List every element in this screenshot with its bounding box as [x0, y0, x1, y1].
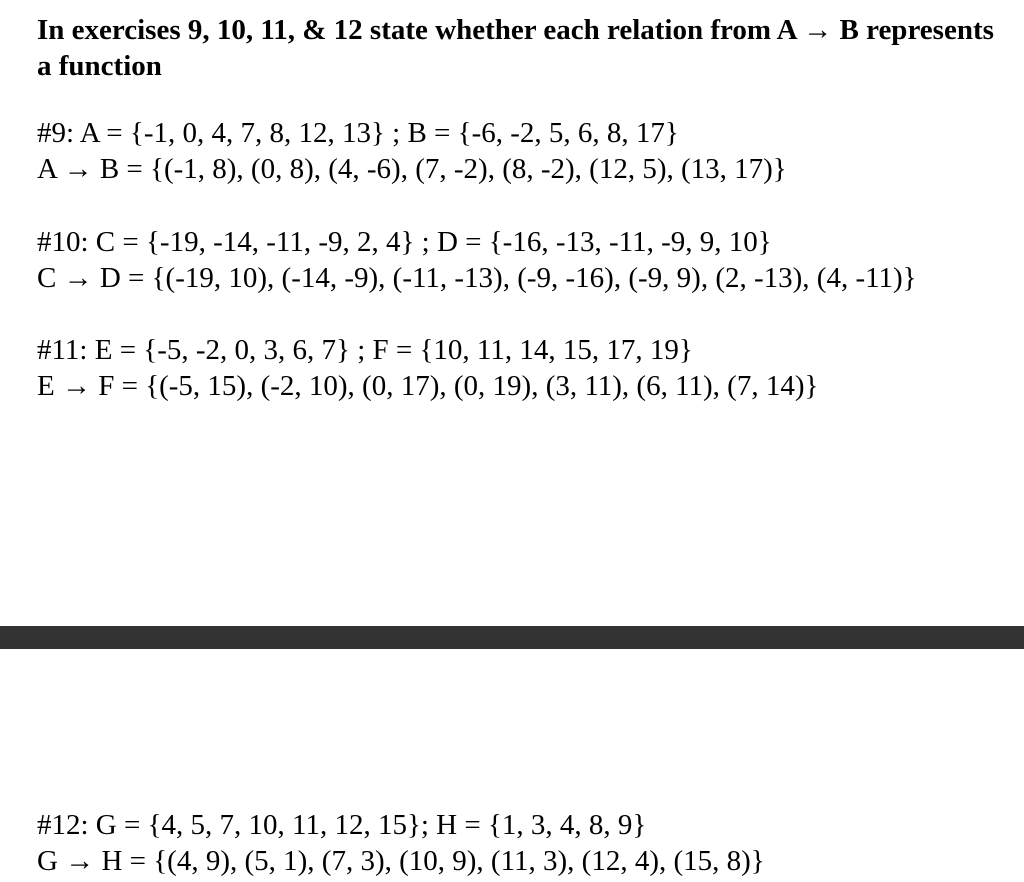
exercise-11-relation: E → F = {(-5, 15), (-2, 10), (0, 17), (0, 19), (3, 11), (6, 11), (7, 14)} [37, 370, 819, 402]
exercise-9-relation: A → B = {(-1, 8), (0, 8), (4, -6), (7, -2), (8, -2), (12, 5), (13, 17)} [37, 153, 787, 185]
exercise-12-relation: G → H = {(4, 9), (5, 1), (7, 3), (10, 9), (11, 3), (12, 4), (15, 8)} [37, 845, 765, 877]
instructions-heading: In exercises 9, 10, 11, & 12 state whether each relation from A → B represents a function [37, 14, 994, 82]
exercise-9-sets: #9: A = {-1, 0, 4, 7, 8, 12, 13} ; B = {-6, -2, 5, 6, 8, 17} [37, 117, 679, 149]
page-divider [0, 626, 1024, 649]
exercise-10-sets: #10: C = {-19, -14, -11, -9, 2, 4} ; D = {-16, -13, -11, -9, 9, 10} [37, 226, 772, 258]
exercise-10-relation: C → D = {(-19, 10), (-14, -9), (-11, -13), (-9, -16), (-9, 9), (2, -13), (4, -11)} [37, 262, 917, 294]
exercise-12-sets: #12: G = {4, 5, 7, 10, 11, 12, 15}; H = {1, 3, 4, 8, 9} [37, 809, 647, 841]
exercise-11-sets: #11: E = {-5, -2, 0, 3, 6, 7} ; F = {10, 11, 14, 15, 17, 19} [37, 334, 693, 366]
